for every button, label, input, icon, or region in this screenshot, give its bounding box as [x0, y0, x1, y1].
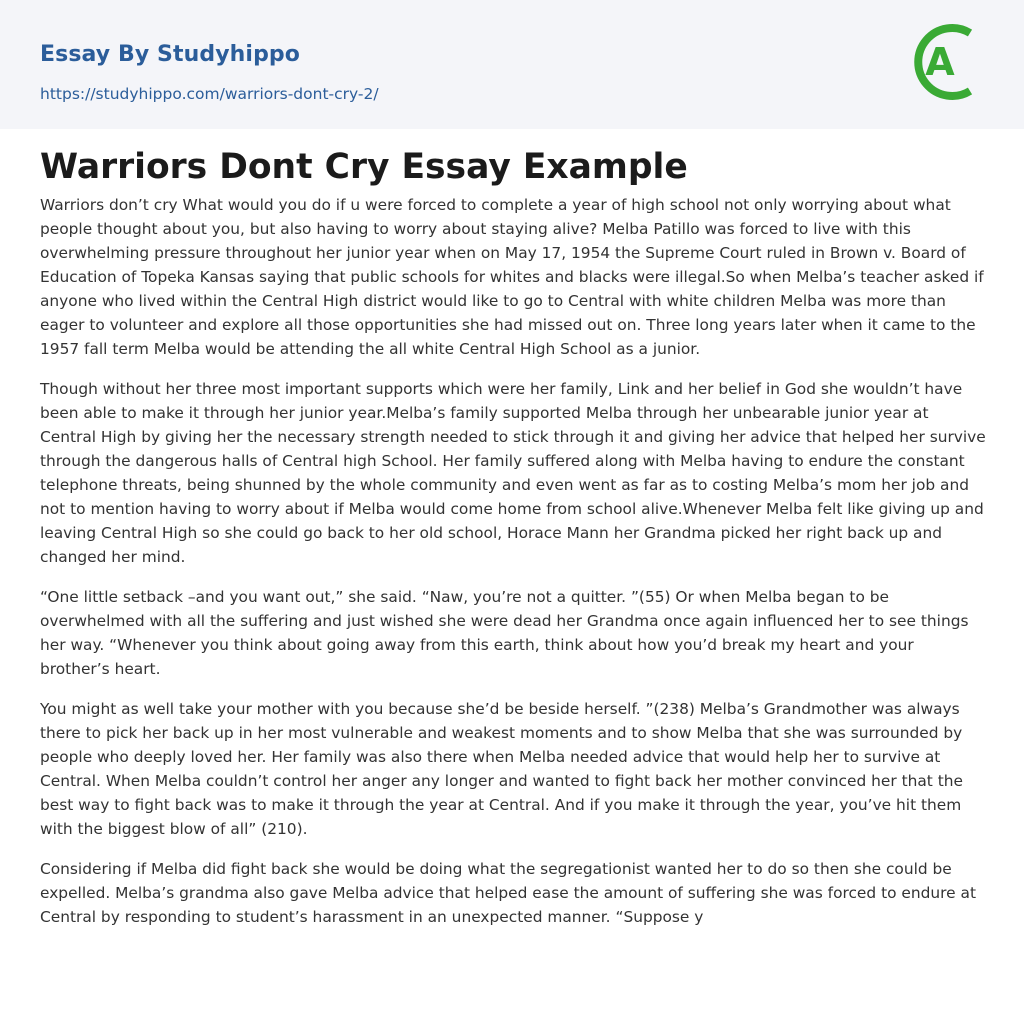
essay-paragraph: “One little setback –and you want out,” she said. “Naw, you’re not a quitter. ”(55) Or when Melba began to be overwhelmed with all the suffering and just wished she were dead her Grandma once again influenced her to see things her way. “Whenever you think about going away from this earth, think about how you’d break my heart and your brother’s heart.	[40, 588, 969, 678]
essay-paragraph: You might as well take your mother with you because she’d be beside herself. ”(238) Melba’s Grandmother was always there to pick her back up in her most vulnerable and weakest moments and to show Melba that she was surrounded by people who deeply loved her. Her family was also there when Melba needed advice that would help her to survive at Central. When Melba couldn’t control her anger any longer and wanted to fight back her mother convinced her that the best way to fight back was to make it through the year at Central. And if you make it through the year, you’ve hit them with the biggest blow of all” (210).	[40, 700, 963, 838]
page-title: Warriors Dont Cry Essay Example	[40, 147, 688, 187]
logo-letter: A	[925, 40, 955, 84]
essay-paragraph: Though without her three most important supports which were her family, Link and her belief in God she wouldn’t have been able to make it through her junior year.Melba’s family supported Melba through her unbearable junior year at Central High by giving her the necessary strength needed to stick through it and giving her advice that helped her survive through the dangerous halls of Central high School. Her family suffered along with Melba having to endure the constant telephone threats, being shunned by the whole community and even went as far as to costing Melba’s mom her job and not to mention having to worry about if Melba would come home from school alive.Whenever Melba felt like giving up and leaving Central High so she could go back to her old school, Horace Mann her Grandma picked her right back up and changed her mind.	[40, 380, 986, 566]
essay-paragraph: Warriors don’t cry What would you do if u were forced to complete a year of high school not only worrying about what people thought about you, but also having to worry about staying alive? Melba Patillo was forced to live with this overwhelming pressure throughout her junior year when on May 17, 1954 the Supreme Court ruled in Brown v. Board of Education of Topeka Kansas saying that public schools for whites and blacks were illegal.So when Melba’s teacher asked if anyone who lived within the Central High district would like to go to Central with white children Melba was more than eager to volunteer and explore all those opportunities she had missed out on. Three long years later when it came to the 1957 fall term Melba would be attending the all white Central High School as a junior.	[40, 196, 984, 358]
page-url-link[interactable]: https://studyhippo.com/warriors-dont-cry-2/	[40, 85, 379, 103]
essay-paragraph: Considering if Melba did fight back she would be doing what the segregationist wanted her to do so then she could be expelled. Melba’s grandma also gave Melba advice that helped ease the amount of suffering she was forced to endure at Central by responding to student’s harassment in an unexpected manner. “Suppose y	[40, 860, 976, 926]
essay-body	[40, 193, 986, 929]
studyhippo-logo-icon[interactable]	[908, 17, 988, 107]
site-brand[interactable]: Essay By Studyhippo	[40, 42, 300, 67]
site-header	[0, 0, 1024, 129]
main-content	[0, 129, 1024, 929]
